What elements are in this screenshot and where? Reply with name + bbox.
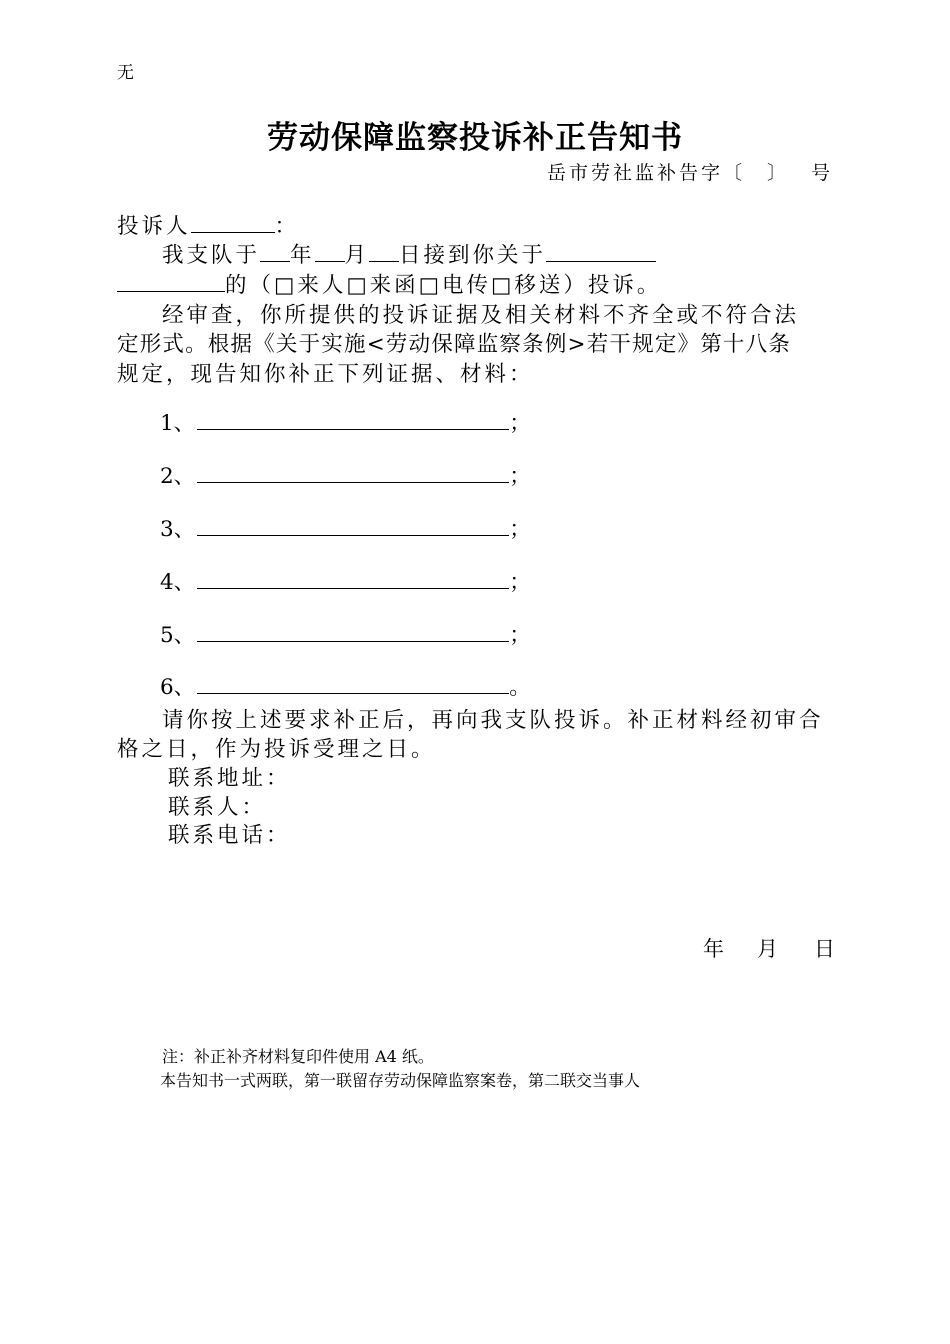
item-end: ； (509, 623, 531, 648)
month-blank[interactable] (315, 239, 345, 262)
item-end: ； (509, 411, 531, 436)
option-in-person[interactable]: □来人 (274, 273, 347, 298)
material-item-4 (160, 565, 531, 596)
corner-mark: 无 (117, 63, 134, 83)
year-label: 年 (290, 243, 315, 268)
item-blank[interactable] (197, 566, 509, 589)
day-blank[interactable] (369, 239, 399, 262)
material-item-6 (160, 670, 531, 701)
item-end: ； (509, 464, 531, 489)
request-line-2: 格之日，作为投诉受理之日。 (117, 737, 436, 762)
contact-person: 联系人： (168, 795, 267, 820)
option-transfer[interactable]: □移送 (491, 273, 564, 298)
item-blank[interactable] (197, 671, 509, 694)
item-number: 6、 (160, 675, 196, 700)
complainant-line (117, 209, 299, 240)
contact-phone: 联系电话： (168, 823, 291, 848)
option-fax[interactable]: □电传 (418, 273, 491, 298)
review-line-2: 定形式。根据《关于实施<劳动保障监察条例>若干规定》第十八条 (117, 332, 792, 357)
receipt-text-4: ）投诉。 (563, 273, 662, 298)
item-number: 4、 (160, 570, 196, 595)
complainant-blank[interactable] (191, 210, 275, 233)
doc-number-close: 〕 (766, 162, 789, 184)
subject-blank-1[interactable] (546, 239, 656, 262)
receipt-line-2 (117, 268, 661, 299)
page-title: 劳动保障监察投诉补正告知书 (267, 120, 683, 156)
item-end: ； (509, 570, 531, 595)
document-number (547, 158, 833, 185)
receipt-line-1 (162, 238, 656, 269)
receipt-text-2: 日接到你关于 (399, 243, 547, 268)
item-blank[interactable] (197, 460, 509, 483)
item-number: 2、 (160, 464, 196, 489)
item-blank[interactable] (197, 513, 509, 536)
doc-number-suffix: 号 (810, 162, 833, 184)
complainant-label: 投诉人 (117, 214, 191, 239)
subject-blank-2[interactable] (117, 269, 225, 292)
review-line-3: 规定，现告知你补正下列证据、材料： (117, 362, 534, 387)
doc-number-prefix: 岳市劳社监补告字〔 (546, 162, 745, 184)
note-2: 本告知书一式两联，第一联留存劳动保障监察案卷，第二联交当事人 (160, 1071, 641, 1090)
date-month: 月 (757, 937, 778, 961)
item-number: 3、 (160, 517, 196, 542)
material-item-5 (160, 618, 531, 649)
item-number: 1、 (160, 411, 196, 436)
item-number: 5、 (160, 623, 196, 648)
receipt-text-3: 的（ (225, 273, 275, 298)
item-blank[interactable] (197, 407, 509, 430)
month-label: 月 (344, 243, 370, 268)
date-year: 年 (703, 937, 724, 961)
year-blank[interactable] (260, 239, 290, 262)
item-end: 。 (509, 675, 531, 700)
date-line (703, 933, 835, 963)
note-1: 注：补正补齐材料复印件使用 A4 纸。 (162, 1047, 434, 1066)
contact-address: 联系地址： (168, 766, 291, 791)
complainant-colon: ： (274, 214, 300, 239)
date-day: 日 (814, 937, 835, 961)
option-letter[interactable]: □来函 (346, 273, 419, 298)
material-item-2 (160, 459, 531, 490)
receipt-text-1: 我支队于 (162, 243, 261, 268)
material-item-3 (160, 512, 531, 543)
item-end: ； (509, 517, 531, 542)
request-line-1: 请你按上述要求补正后，再向我支队投诉。补正材料经初审合 (162, 708, 824, 733)
review-line-1: 经审查，你所提供的投诉证据及相关材料不齐全或不符合法 (162, 303, 800, 328)
material-item-1 (160, 406, 531, 437)
item-blank[interactable] (197, 619, 509, 642)
